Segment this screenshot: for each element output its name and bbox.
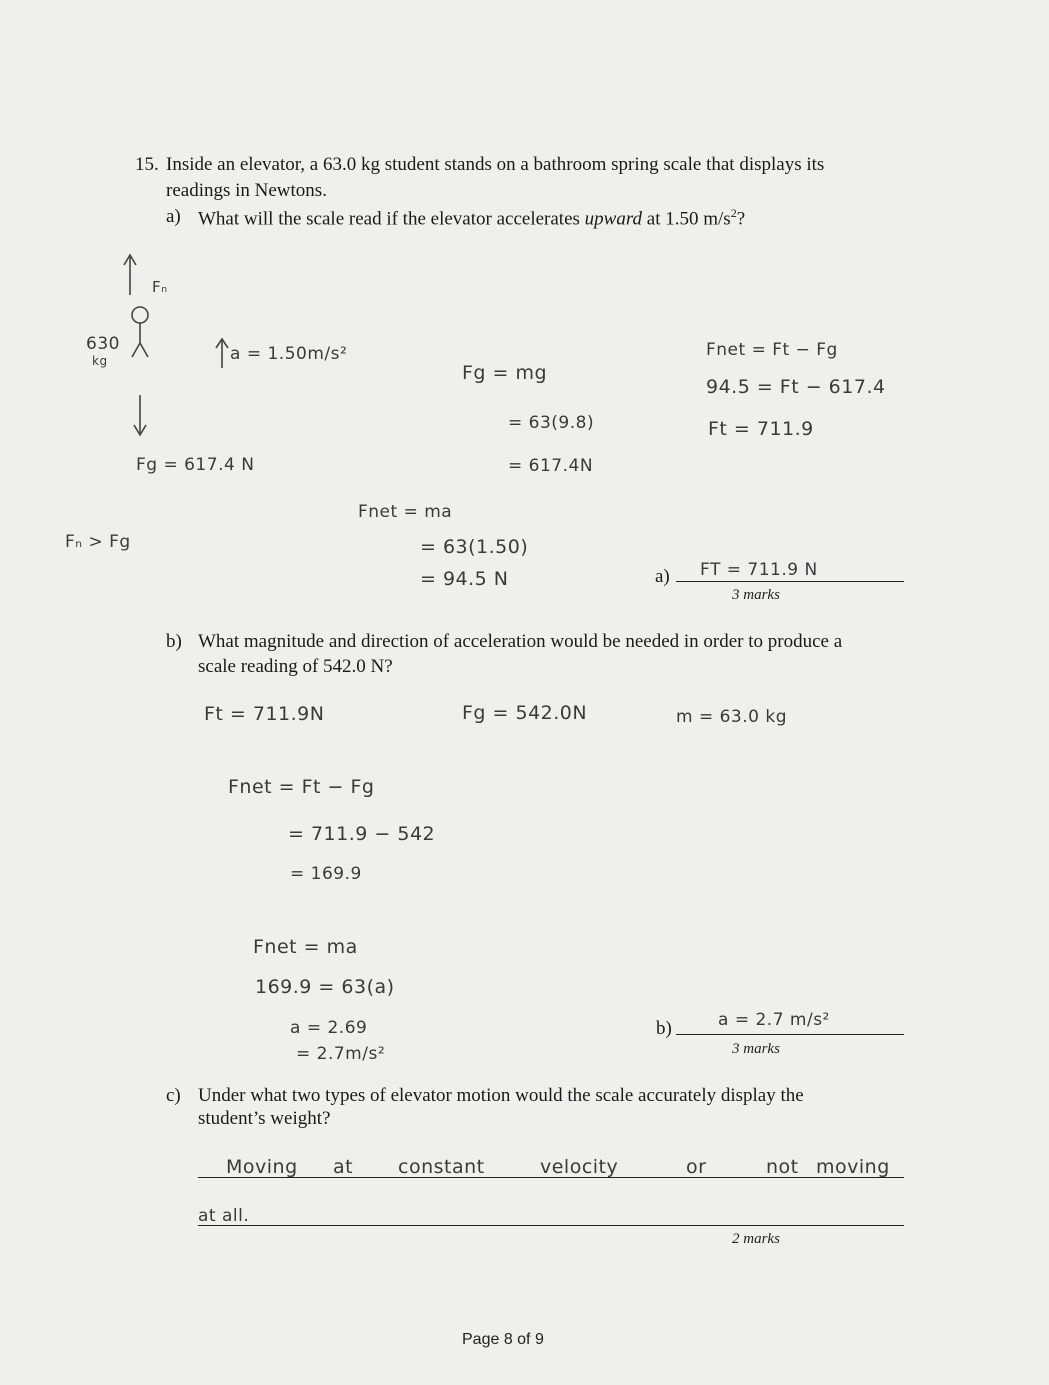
part-b-label: b)	[166, 631, 182, 652]
answer-b-marks: 3 marks	[732, 1041, 780, 1057]
right-equation-2: 94.5 = Ft − 617.4	[706, 376, 886, 398]
right-equation-1: Fnet = Ft − Fg	[706, 340, 838, 360]
acceleration-note: a = 1.50m/s²	[230, 344, 348, 364]
answer-c-marks: 2 marks	[732, 1231, 780, 1247]
b-equation-7: = 2.7m/s²	[296, 1044, 386, 1064]
part-b-line1: What magnitude and direction of acceleration would be needed in order to produce a	[198, 631, 843, 652]
b-equation-3: = 169.9	[290, 864, 362, 884]
fnet-equation-1: Fnet = ma	[358, 502, 453, 522]
b-equation-6: a = 2.69	[290, 1018, 368, 1038]
c-word-4: velocity	[540, 1156, 619, 1178]
b-fg: Fg = 542.0N	[462, 702, 588, 724]
c-word-3: constant	[398, 1156, 485, 1178]
right-equation-3: Ft = 711.9	[708, 418, 814, 440]
part-b-line2: scale reading of 542.0 N?	[198, 656, 393, 677]
mass-unit: kg	[92, 354, 108, 368]
b-equation-2: = 711.9 − 542	[288, 823, 436, 845]
page-number: Page 8 of 9	[462, 1331, 544, 1348]
question-stem-line2: readings in Newtons.	[166, 180, 327, 201]
b-mass: m = 63.0 kg	[676, 707, 788, 727]
fnet-equation-2: = 63(1.50)	[420, 536, 529, 558]
answer-b-value: a = 2.7 m/s²	[718, 1010, 830, 1030]
answer-c-line-1	[198, 1177, 904, 1178]
fg-equation-2: = 63(9.8)	[508, 413, 595, 433]
part-c-line1: Under what two types of elevator motion would the scale accurately display the	[198, 1085, 804, 1106]
fnet-equation-3: = 94.5 N	[420, 568, 509, 590]
force-comparison: Fₙ > Fg	[65, 532, 131, 552]
c-word-2: at	[333, 1156, 354, 1178]
up-arrow-icon	[212, 336, 232, 370]
fn-label: Fₙ	[152, 278, 168, 296]
part-a-label: a)	[166, 206, 181, 227]
fg-equation-1: Fg = mg	[462, 362, 548, 384]
answer-a-marks: 3 marks	[732, 587, 780, 603]
fg-value: Fg = 617.4 N	[136, 455, 255, 475]
b-equation-4: Fnet = ma	[253, 936, 358, 958]
c-line2: at all.	[198, 1206, 250, 1226]
answer-a-line	[676, 581, 904, 582]
fg-equation-3: = 617.4N	[508, 456, 594, 476]
c-word-5: or	[686, 1156, 707, 1178]
question-number: 15.	[135, 154, 159, 175]
question-stem-line1: Inside an elevator, a 63.0 kg student stands on a bathroom spring scale that displays its	[166, 154, 825, 175]
part-c-line2: student’s weight?	[198, 1108, 331, 1129]
b-equation-5: 169.9 = 63(a)	[255, 976, 395, 998]
answer-b-line	[676, 1034, 904, 1035]
part-a-prompt: What will the scale read if the elevator accelerates upward at 1.50 $m/s^2$?	[198, 206, 746, 230]
mass-label: 630	[86, 334, 120, 354]
b-equation-1: Fnet = Ft − Fg	[228, 776, 375, 798]
answer-c-line-2	[198, 1225, 904, 1226]
b-ft: Ft = 711.9N	[204, 703, 325, 725]
answer-b-label: b)	[656, 1018, 672, 1039]
c-word-6: not	[766, 1156, 799, 1178]
part-c-label: c)	[166, 1085, 181, 1106]
c-word-7: moving	[816, 1156, 890, 1178]
answer-a-label: a)	[655, 566, 670, 587]
c-word-1: Moving	[226, 1156, 298, 1178]
answer-a-value: FT = 711.9 N	[700, 560, 818, 580]
